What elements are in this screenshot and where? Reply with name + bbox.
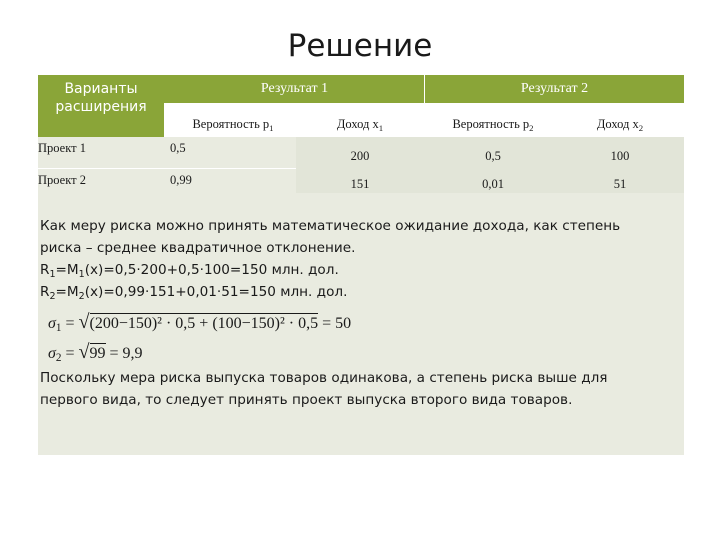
row2-x2: 51	[613, 177, 627, 191]
r2-m-sub: 2	[78, 291, 85, 302]
row1-p1: 0,5	[170, 141, 186, 155]
row2-name: Проект 2	[38, 173, 86, 187]
page-title: Решение	[287, 28, 433, 64]
content-panel	[38, 75, 684, 455]
r1-rest: (x)=0,5·200+0,5·100=150 млн. дол.	[84, 262, 339, 278]
r1-label-sub: 1	[49, 269, 56, 280]
header-result1: Результат 1	[260, 81, 329, 96]
subheader-x2	[560, 117, 680, 133]
subheader-p2-base: Вероятность р	[452, 117, 530, 131]
sigma2-symbol: σ	[48, 345, 56, 362]
subheader-p1	[168, 117, 298, 133]
sigma1-symbol: σ	[48, 315, 56, 332]
row2-p2: 0,01	[482, 177, 504, 191]
sigma2-sub: 2	[55, 352, 62, 364]
row2-x1: 151	[350, 177, 370, 191]
subheader-p1-base: Вероятность р	[192, 117, 270, 131]
r2-line	[40, 281, 680, 308]
sigma2-result: = 9,9	[109, 345, 143, 362]
r2-label: R	[40, 284, 50, 300]
conclusion-line1: Поскольку мера риска выпуска товаров одинакова, а степень риска выше для	[40, 370, 608, 386]
subheader-p2-sub: 2	[529, 123, 534, 133]
subheader-p1-sub: 1	[269, 123, 274, 133]
sigma1-sub: 1	[55, 322, 62, 334]
r2-rest: (x)=0,99·151+0,01·51=150 млн. дол.	[84, 284, 348, 300]
r2-m: =M	[55, 284, 79, 300]
row1-p2: 0,5	[485, 149, 501, 163]
row1-name: Проект 1	[38, 141, 86, 155]
header-result2: Результат 2	[520, 81, 589, 96]
text-line1: Как меру риска можно принять математическое ожидание дохода, как степень	[40, 218, 621, 234]
subheader-x1-sub: 1	[378, 123, 384, 133]
row1-x2: 100	[610, 149, 630, 163]
sqrt-sign-1: √	[78, 311, 90, 333]
subheader-x2-base: Доход х	[596, 117, 639, 131]
row2-p1: 0,99	[170, 173, 192, 187]
r1-label: R	[40, 262, 50, 278]
subheader-x1	[300, 117, 420, 133]
sigma1-eq: =	[65, 315, 75, 332]
formula-sigma1	[48, 311, 351, 337]
r1-m-sub: 1	[78, 269, 85, 280]
sigma1-radicand: (200−150)² · 0,5 + (100−150)² · 0,5	[89, 315, 319, 332]
sigma2-eq: =	[65, 345, 75, 362]
conclusion-line2: первого вида, то следует принять проект выпуска второго вида товаров.	[40, 392, 573, 408]
sqrt-sign-2: √	[78, 341, 90, 363]
sigma2-radicand: 99	[89, 345, 106, 362]
text-line2: риска – среднее квадратичное отклонение.	[40, 240, 356, 256]
subheader-x2-sub: 2	[638, 123, 644, 133]
r1-m: =M	[55, 262, 79, 278]
r2-label-sub: 2	[49, 291, 56, 302]
row1-x1: 200	[350, 149, 370, 163]
sigma1-result: = 50	[322, 315, 352, 332]
header-variants: Варианты расширения	[55, 81, 147, 115]
subheader-p2	[428, 117, 558, 133]
formula-sigma2	[48, 341, 143, 367]
subheader-x1-base: Доход х	[336, 117, 379, 131]
